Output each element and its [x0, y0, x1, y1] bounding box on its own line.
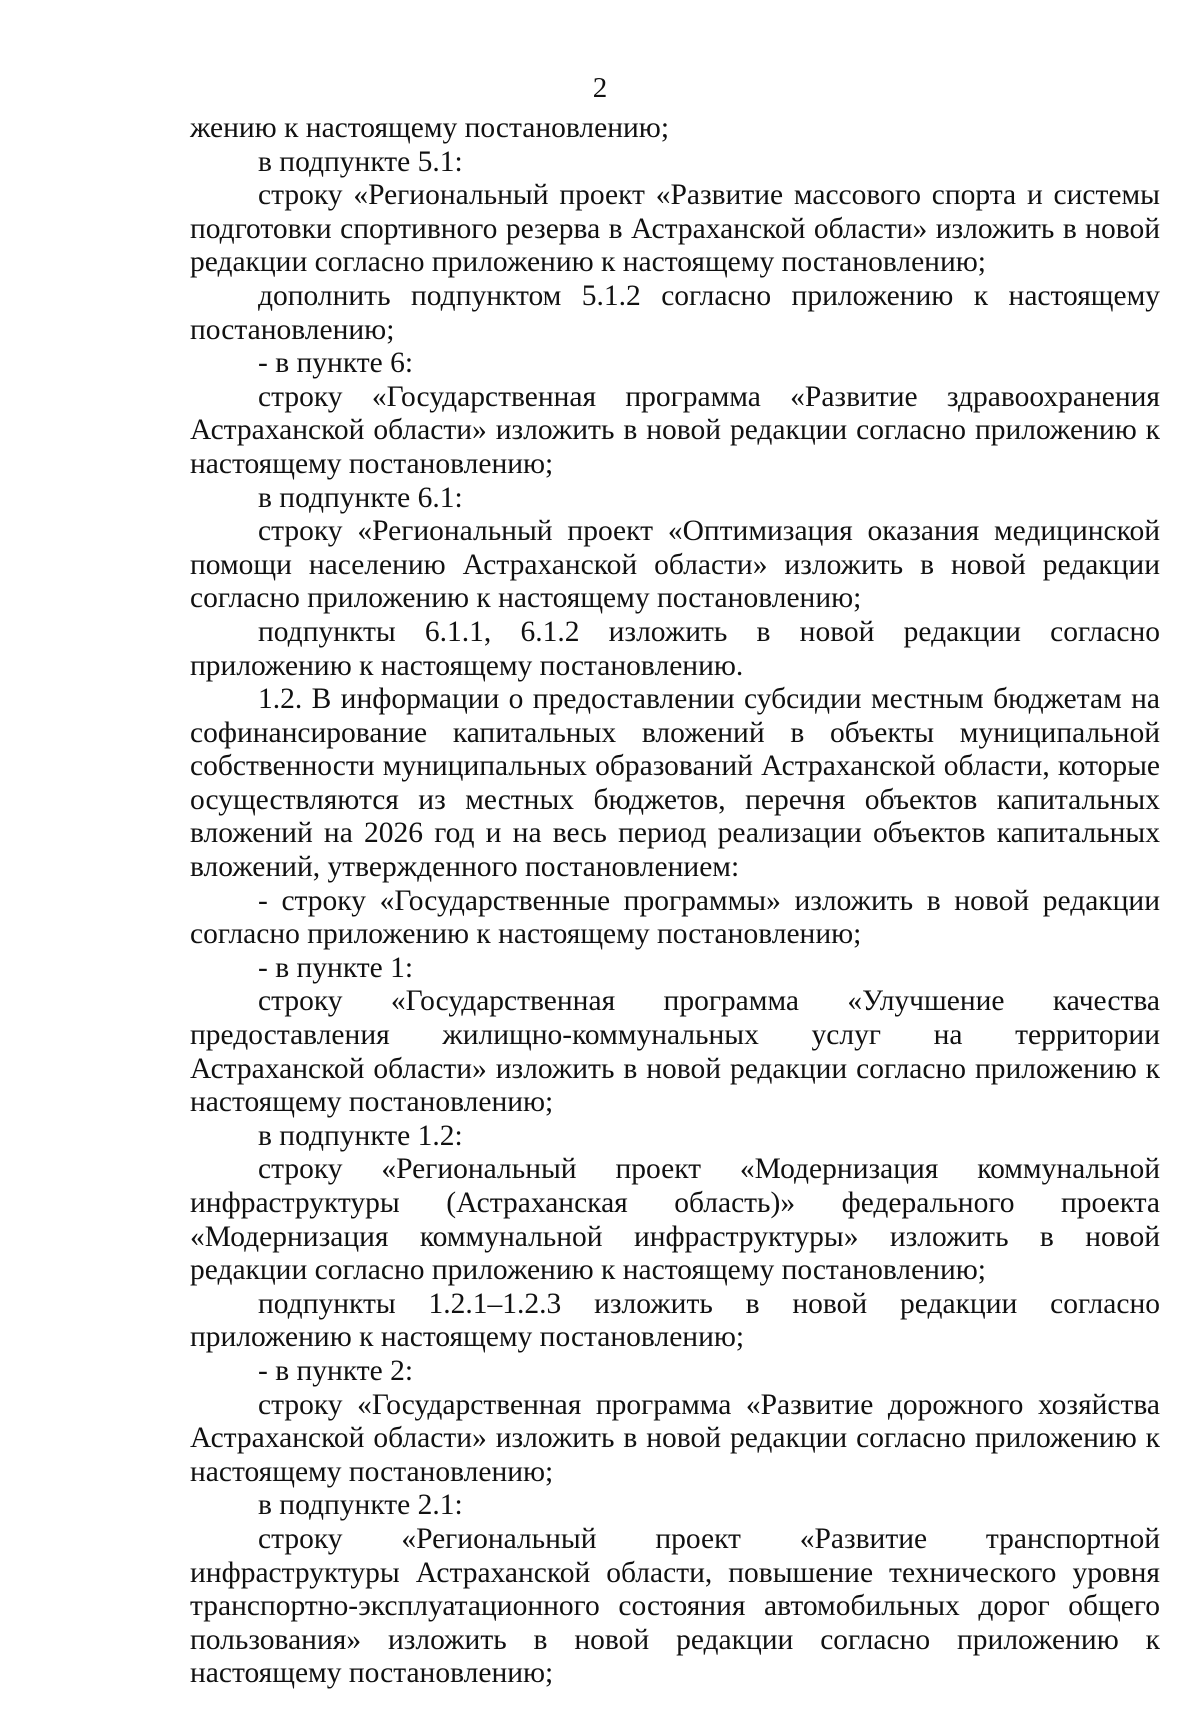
paragraph: в подпункте 6.1:: [258, 481, 463, 514]
paragraph: строку «Государственная программа «Улучшение качества предоставления жилищно-коммунальных услуг на территории Астраханской области» изложить в новой редакции согласно приложению к настоящему постановлению;: [190, 985, 1160, 1119]
paragraph: строку «Региональный проект «Модернизация коммунальной инфраструктуры (Астраханская область)» федерального проекта «Модернизация коммунальной инфраструктуры» изложить в новой редакции согласно приложению к настоящему постановлению;: [190, 1153, 1160, 1287]
document-body: [190, 112, 1160, 1691]
page-number: 2: [592, 72, 608, 104]
paragraph: - в пункте 1:: [258, 951, 414, 984]
paragraph: - строку «Государственные программы» изложить в новой редакции согласно приложению к настоящему постановлению;: [190, 884, 1160, 951]
paragraph: - в пункте 2:: [258, 1354, 414, 1387]
paragraph: в подпункте 1.2:: [258, 1119, 463, 1152]
paragraph: жению к настоящему постановлению;: [190, 112, 670, 144]
paragraph: в подпункте 5.1:: [258, 145, 463, 178]
paragraph: дополнить подпунктом 5.1.2 согласно приложению к настоящему постановлению;: [190, 279, 1160, 346]
paragraph: - в пункте 6:: [258, 347, 414, 380]
paragraph: строку «Региональный проект «Развитие массового спорта и системы подготовки спортивного резерва в Астраханской области» изложить в новой редакции согласно приложению к настоящему постановлению;: [190, 179, 1160, 279]
paragraph: 1.2. В информации о предоставлении субсидии местным бюджетам на софинансирование капитальных вложений в объекты муниципальной собственности муниципальных образований Астраханской области, которые осуществляются из местных бюджетов, перечня объектов капитальных вложений на 2026 год и на весь период реализации объектов капитальных вложений, утвержденного постановлением:: [190, 683, 1160, 884]
paragraph: подпункты 6.1.1, 6.1.2 изложить в новой редакции согласно приложению к настоящему постановлению.: [190, 615, 1160, 682]
paragraph: строку «Региональный проект «Развитие транспортной инфраструктуры Астраханской области, повышение технического уровня транспортно-эксплуатационного состояния автомобильных дорог общего пользования» изложить в новой редакции согласно приложению к настоящему постановлению;: [190, 1522, 1160, 1690]
paragraph: в подпункте 2.1:: [258, 1489, 463, 1522]
paragraph: строку «Региональный проект «Оптимизация оказания медицинской помощи населению Астраханской области» изложить в новой редакции согласно приложению к настоящему постановлению;: [190, 515, 1160, 615]
paragraph: строку «Государственная программа «Развитие здравоохранения Астраханской области» изложить в новой редакции согласно приложению к настоящему постановлению;: [190, 380, 1160, 480]
paragraph: подпункты 1.2.1–1.2.3 изложить в новой редакции согласно приложению к настоящему постановлению;: [190, 1287, 1160, 1354]
paragraph: строку «Государственная программа «Развитие дорожного хозяйства Астраханской области» изложить в новой редакции согласно приложению к настоящему постановлению;: [190, 1388, 1160, 1488]
